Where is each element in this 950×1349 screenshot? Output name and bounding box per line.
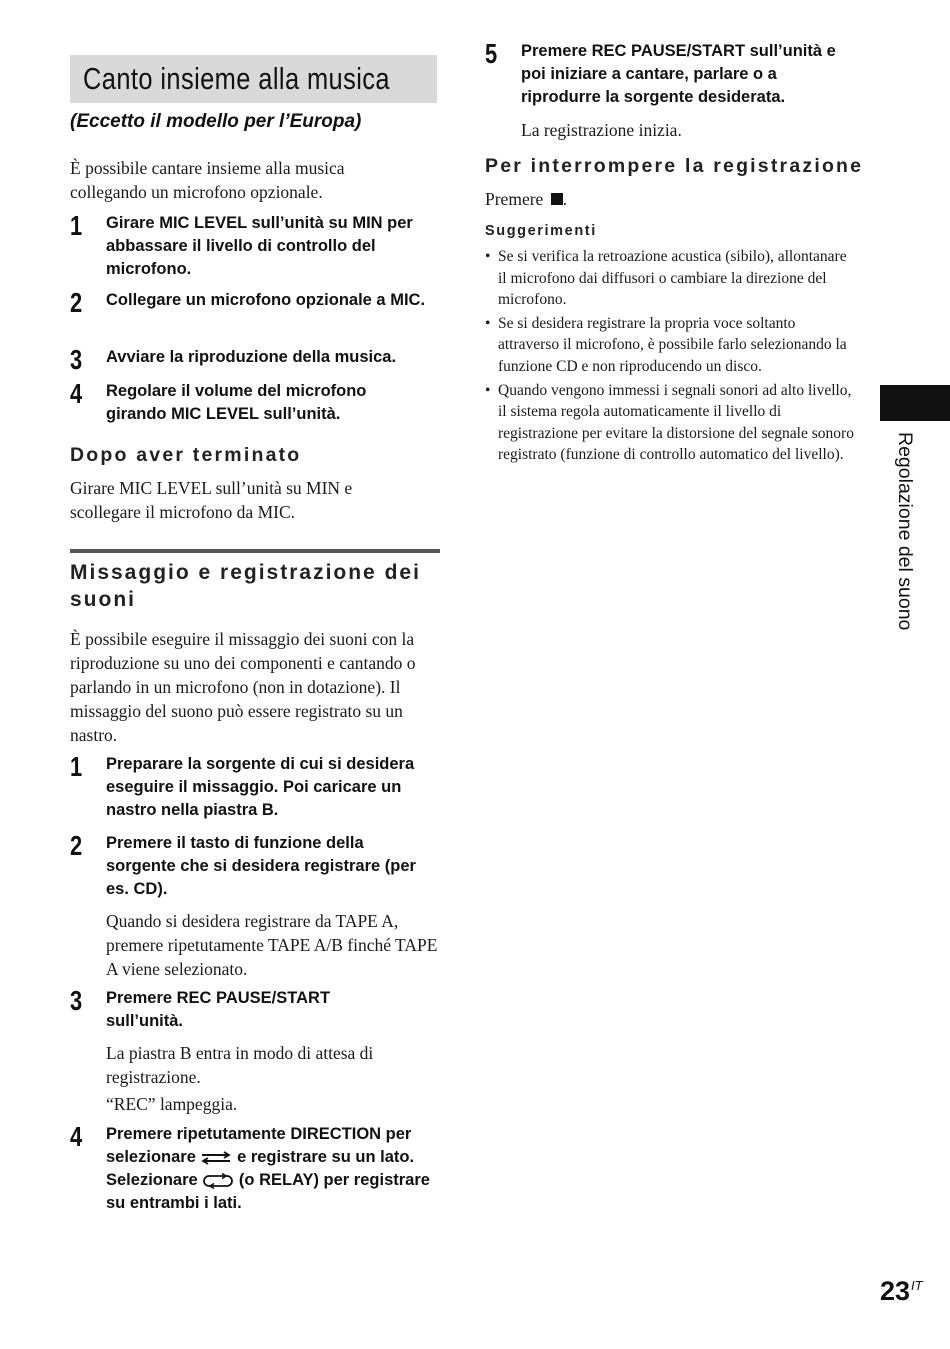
step-text-part: (o RELAY) per registrare su entrambi i lati. [106,1171,430,1212]
after-text: Girare MIC LEVEL sull’unità su MIN e scollegare il microfono da MIC. [70,478,353,522]
step-body: La piastra B entra in modo di attesa di registrazione. [106,1043,374,1087]
stop-text: Premere . [485,189,568,209]
side-tab-marker [880,385,950,421]
step-number: 5 [485,38,498,69]
step-number: 4 [70,378,83,409]
after-heading: Dopo aver terminato [70,444,302,466]
step-number: 1 [70,210,83,241]
tip-text: Quando vengono immessi i segnali sonori ad alto livello, il sistema regola automaticamente il livello di registrazione per evitare la distorsione del segnale sonoro registrato (funzione di controllo automatico del livello). [498,381,854,464]
section-title-box [70,55,437,103]
tip-item [485,313,855,378]
stop-heading: Per interrompere la registrazione [485,155,864,177]
section2-intro: È possibile eseguire il missaggio dei suoni con la riproduzione su uno dei componenti e cantando o parlando in un microfono (non in dotazione). Il missaggio del suono può essere registrato su un nastro. [70,629,416,745]
stop-text-label: Premere [485,189,544,209]
step-number: 3 [70,344,83,375]
step-text: Regolare il volume del microfono girando MIC LEVEL sull’unità. [106,382,367,423]
tips-list [485,246,855,468]
relay-direction-icon [202,1173,234,1189]
tip-text: Se si verifica la retroazione acustica (sibilo), allontanare il microfono dai diffusori o cambiare la direzione del microfono. [498,248,847,309]
bullet-icon: • [485,314,491,332]
step-text: Premere il tasto di funzione della sorgente che si desidera registrare (per es. CD). [106,834,416,898]
step-body: Quando si desidera registrare da TAPE A, premere ripetutamente TAPE A/B finché TAPE A viene selezionato. [106,911,438,979]
page-number [880,1276,923,1307]
step-number: 4 [70,1121,83,1152]
step-body: La registrazione inizia. [521,120,682,140]
bullet-icon: • [485,381,491,399]
step-number: 3 [70,985,83,1016]
section-title: Canto insieme alla musica [83,61,390,96]
side-tab-label: Regolazione del suono [894,432,916,631]
bullet-icon: • [485,248,491,265]
section-subtitle: (Eccetto il modello per l’Europa) [70,111,362,132]
step-number: 2 [70,830,83,861]
section2-title: Missaggio e registrazione dei suoni [70,561,421,611]
page-number-value: 23 [880,1276,911,1306]
section-divider [70,549,440,553]
step-text: Avviare la riproduzione della musica. [106,348,397,366]
one-side-direction-icon [200,1151,232,1165]
step-number: 1 [70,751,83,782]
step-text: Preparare la sorgente di cui si desidera eseguire il missaggio. Poi caricare un nastro nella piastra B. [106,755,415,819]
step-text: Premere REC PAUSE/START sull’unità. [106,989,331,1030]
intro-paragraph: È possibile cantare insieme alla musica collegando un microfono opzionale. [70,158,345,202]
step-text-part: Premere ripetutamente DIRECTION per selezionare [106,1125,412,1166]
tips-heading: Suggerimenti [485,223,597,239]
step-text: Collegare un microfono opzionale a MIC. [106,291,426,309]
step-text: Premere REC PAUSE/START sull’unità e poi iniziare a cantare, parlare o a riprodurre la sorgente desiderata. [521,42,836,106]
tip-item [485,380,855,466]
page-language: IT [911,1278,923,1293]
step-body-note: “REC” lampeggia. [106,1094,238,1114]
tip-item [485,246,855,311]
stop-square-icon [551,193,563,205]
step-number: 2 [70,287,83,318]
step-text: Girare MIC LEVEL sull’unità su MIN per abbassare il livello di controllo del microfono. [106,214,413,278]
tip-text: Se si desidera registrare la propria voce soltanto attraverso il microfono, è possibile farlo selezionando la funzione CD e non riproducendo un disco. [498,314,847,375]
step-text [106,1123,446,1215]
step-text-part: e registrare su un lato. Selezionare [106,1148,415,1189]
